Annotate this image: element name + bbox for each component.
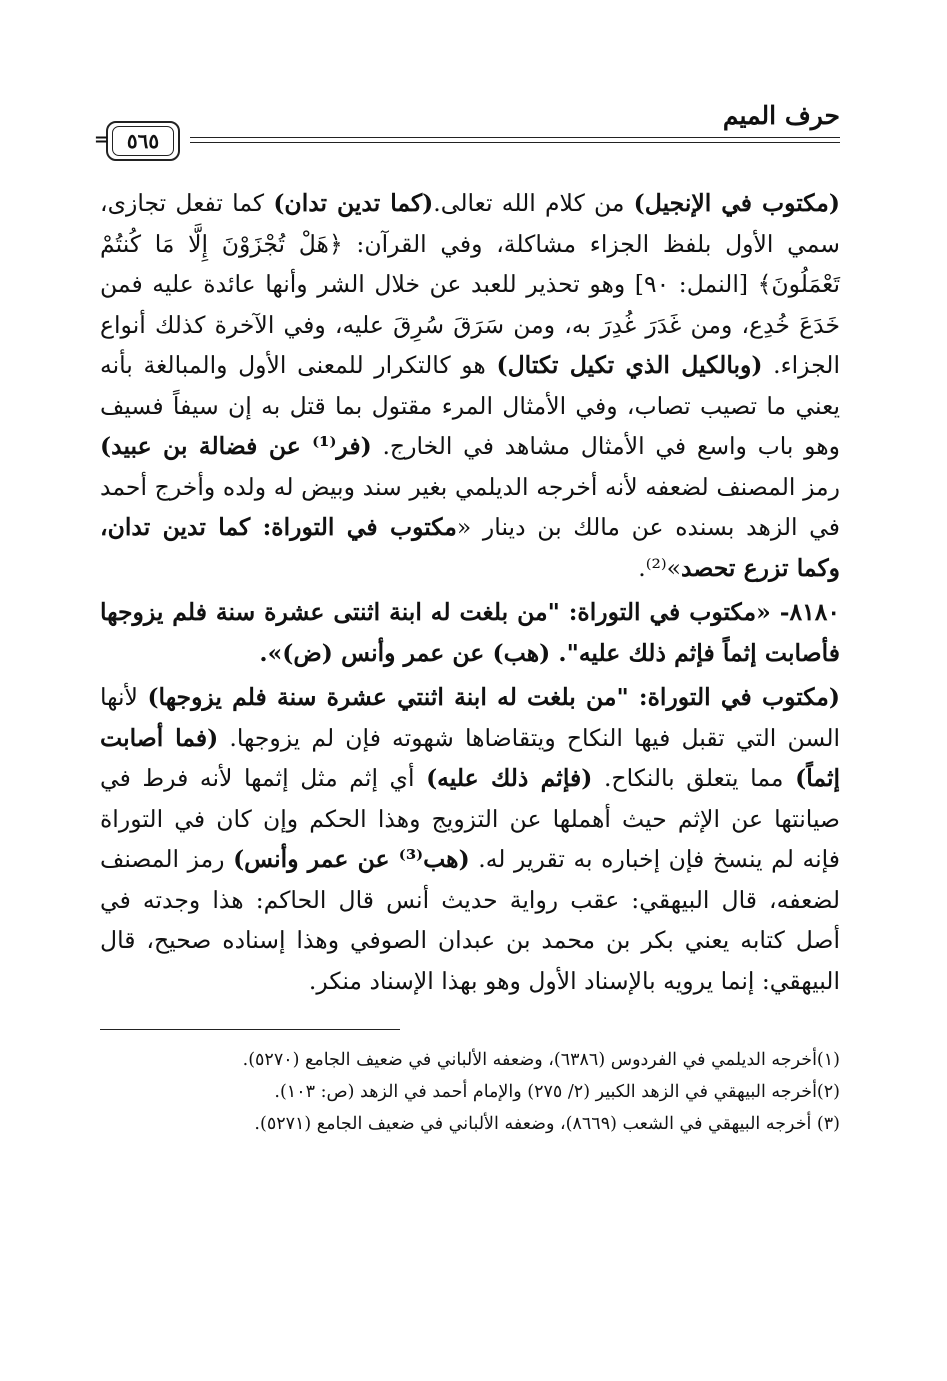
page-header xyxy=(94,95,840,175)
text-run: من كلام الله تعالى. xyxy=(433,189,634,217)
paragraph xyxy=(100,677,840,1001)
text-run: أي إثم مثل إثمها لأنه فرط في صيانتها عن الإثم حيث أهملها عن التزويج وهذا الحكم وإن كان في التوراة فإنه لم ينسخ فإن إخباره به تقرير له. xyxy=(100,764,841,873)
running-title: حرف الميم xyxy=(722,101,840,130)
text-run: رمز المصنف لضعفه لأنه أخرجه الديلمي بغير سند وبيض له ولده وأخرج أحمد في الزهد بسنده عن مالك بن دينار « xyxy=(100,472,841,541)
page-number: ٥٦٥ xyxy=(112,126,174,156)
hadith-entry xyxy=(100,592,840,673)
footnote: (٢)أخرجه البيهقي في الزهد الكبير (٢/ ٢٧٥) والإمام أحمد في الزهد (ص: ١٠٣). xyxy=(274,1082,840,1102)
bold-text-run: (فر⁽¹⁾ عن فضالة بن عبيد) xyxy=(100,432,372,460)
text-run: »⁽²⁾. xyxy=(638,553,682,582)
bold-text-run: مكتوب في التوراة: كما تدين تدان، وكما تزرع تحصد xyxy=(100,513,840,582)
footnote: (١)أخرجه الديلمي في الفردوس (٦٣٨٦)، وضعفه الألباني في ضعيف الجامع (٥٢٧٠). xyxy=(242,1050,840,1070)
page xyxy=(94,95,841,1140)
bold-text-run: ٨١٨٠- «مكتوب في التوراة: "من بلغت له ابنة اثنتى عشرة سنة فلم يزوجها فأصابت إثماً فإثم ذلك عليه". (هب) عن عمر وأنس (ض)». xyxy=(100,598,840,667)
footnotes xyxy=(100,1044,840,1140)
bold-text-run: (فإثم ذلك عليه) xyxy=(426,764,593,792)
bold-text-run: (مكتوب في الإنجيل) xyxy=(633,189,840,217)
bold-text-run: (فما أصابت إثماً) xyxy=(100,723,841,792)
footnote: (٣) أخرجه البيهقي في الشعب (٨٦٦٩)، وضعفه الألباني في ضعيف الجامع (٥٢٧١). xyxy=(254,1114,840,1134)
body-text xyxy=(100,183,840,1001)
paragraph xyxy=(100,183,840,588)
text-run: رمز المصنف لضعفه، قال البيهقي: عقب رواية حديث أنس قال الحاكم: هذا وجدته في أصل كتابه يعني بكر بن محمد بن عبدان الصوفي وهذا إسناده صحيح، قال البيهقي: إنما يرويه بالإسناد الأول وهو بهذا الإسناد منكر. xyxy=(100,845,840,995)
page-number-box xyxy=(106,121,180,161)
header-rule xyxy=(190,137,840,147)
bold-text-run: (كما تدين تدان) xyxy=(273,189,434,217)
text-run: مما يتعلق بالنكاح. xyxy=(592,764,796,792)
bold-text-run: (هب⁽³⁾ عن عمر وأنس) xyxy=(233,845,470,873)
edge-mark: = xyxy=(94,129,110,150)
bold-text-run: (وبالكيل الذي تكيل تكتال) xyxy=(496,351,763,379)
bold-text-run: (مكتوب في التوراة: "من بلغت له ابنة اثنتي عشرة سنة فلم يزوجها) xyxy=(147,683,840,711)
text-run: هو كالتكرار للمعنى الأول والمبالغة بأنه يعني ما تصيب تصاب، وفي الأمثال المرء مقتول بما قتل به إن سيفاً فسيف وهو باب واسع في الأمثال مشاهد في الخارج. xyxy=(100,351,840,460)
text-run: كما تفعل تجازى، سمي الأول بلفظ الجزاء مشاكلة، وفي القرآن: ﴿هَلْ تُجْزَوْنَ إِلَّا مَا كُنتُمْ تَعْمَلُونَ﴾ [النمل: ٩٠] وهو تحذير للعبد عن خلال الشر وأنها عائدة عليه فمن خَدَعَ خُدِع، ومن غَدَرَ غُدِرَ به، ومن سَرَقَ سُرِقَ عليه، وفي الآخرة كذلك أنواع الجزاء. xyxy=(100,189,841,379)
header-rule-line xyxy=(190,142,840,143)
header-rule-line xyxy=(190,137,840,138)
text-run: لأنها السن التي تقبل فيها النكاح ويتقاضاها شهوته فإن لم يزوجها. xyxy=(100,683,841,752)
footnote-divider xyxy=(100,1029,400,1030)
